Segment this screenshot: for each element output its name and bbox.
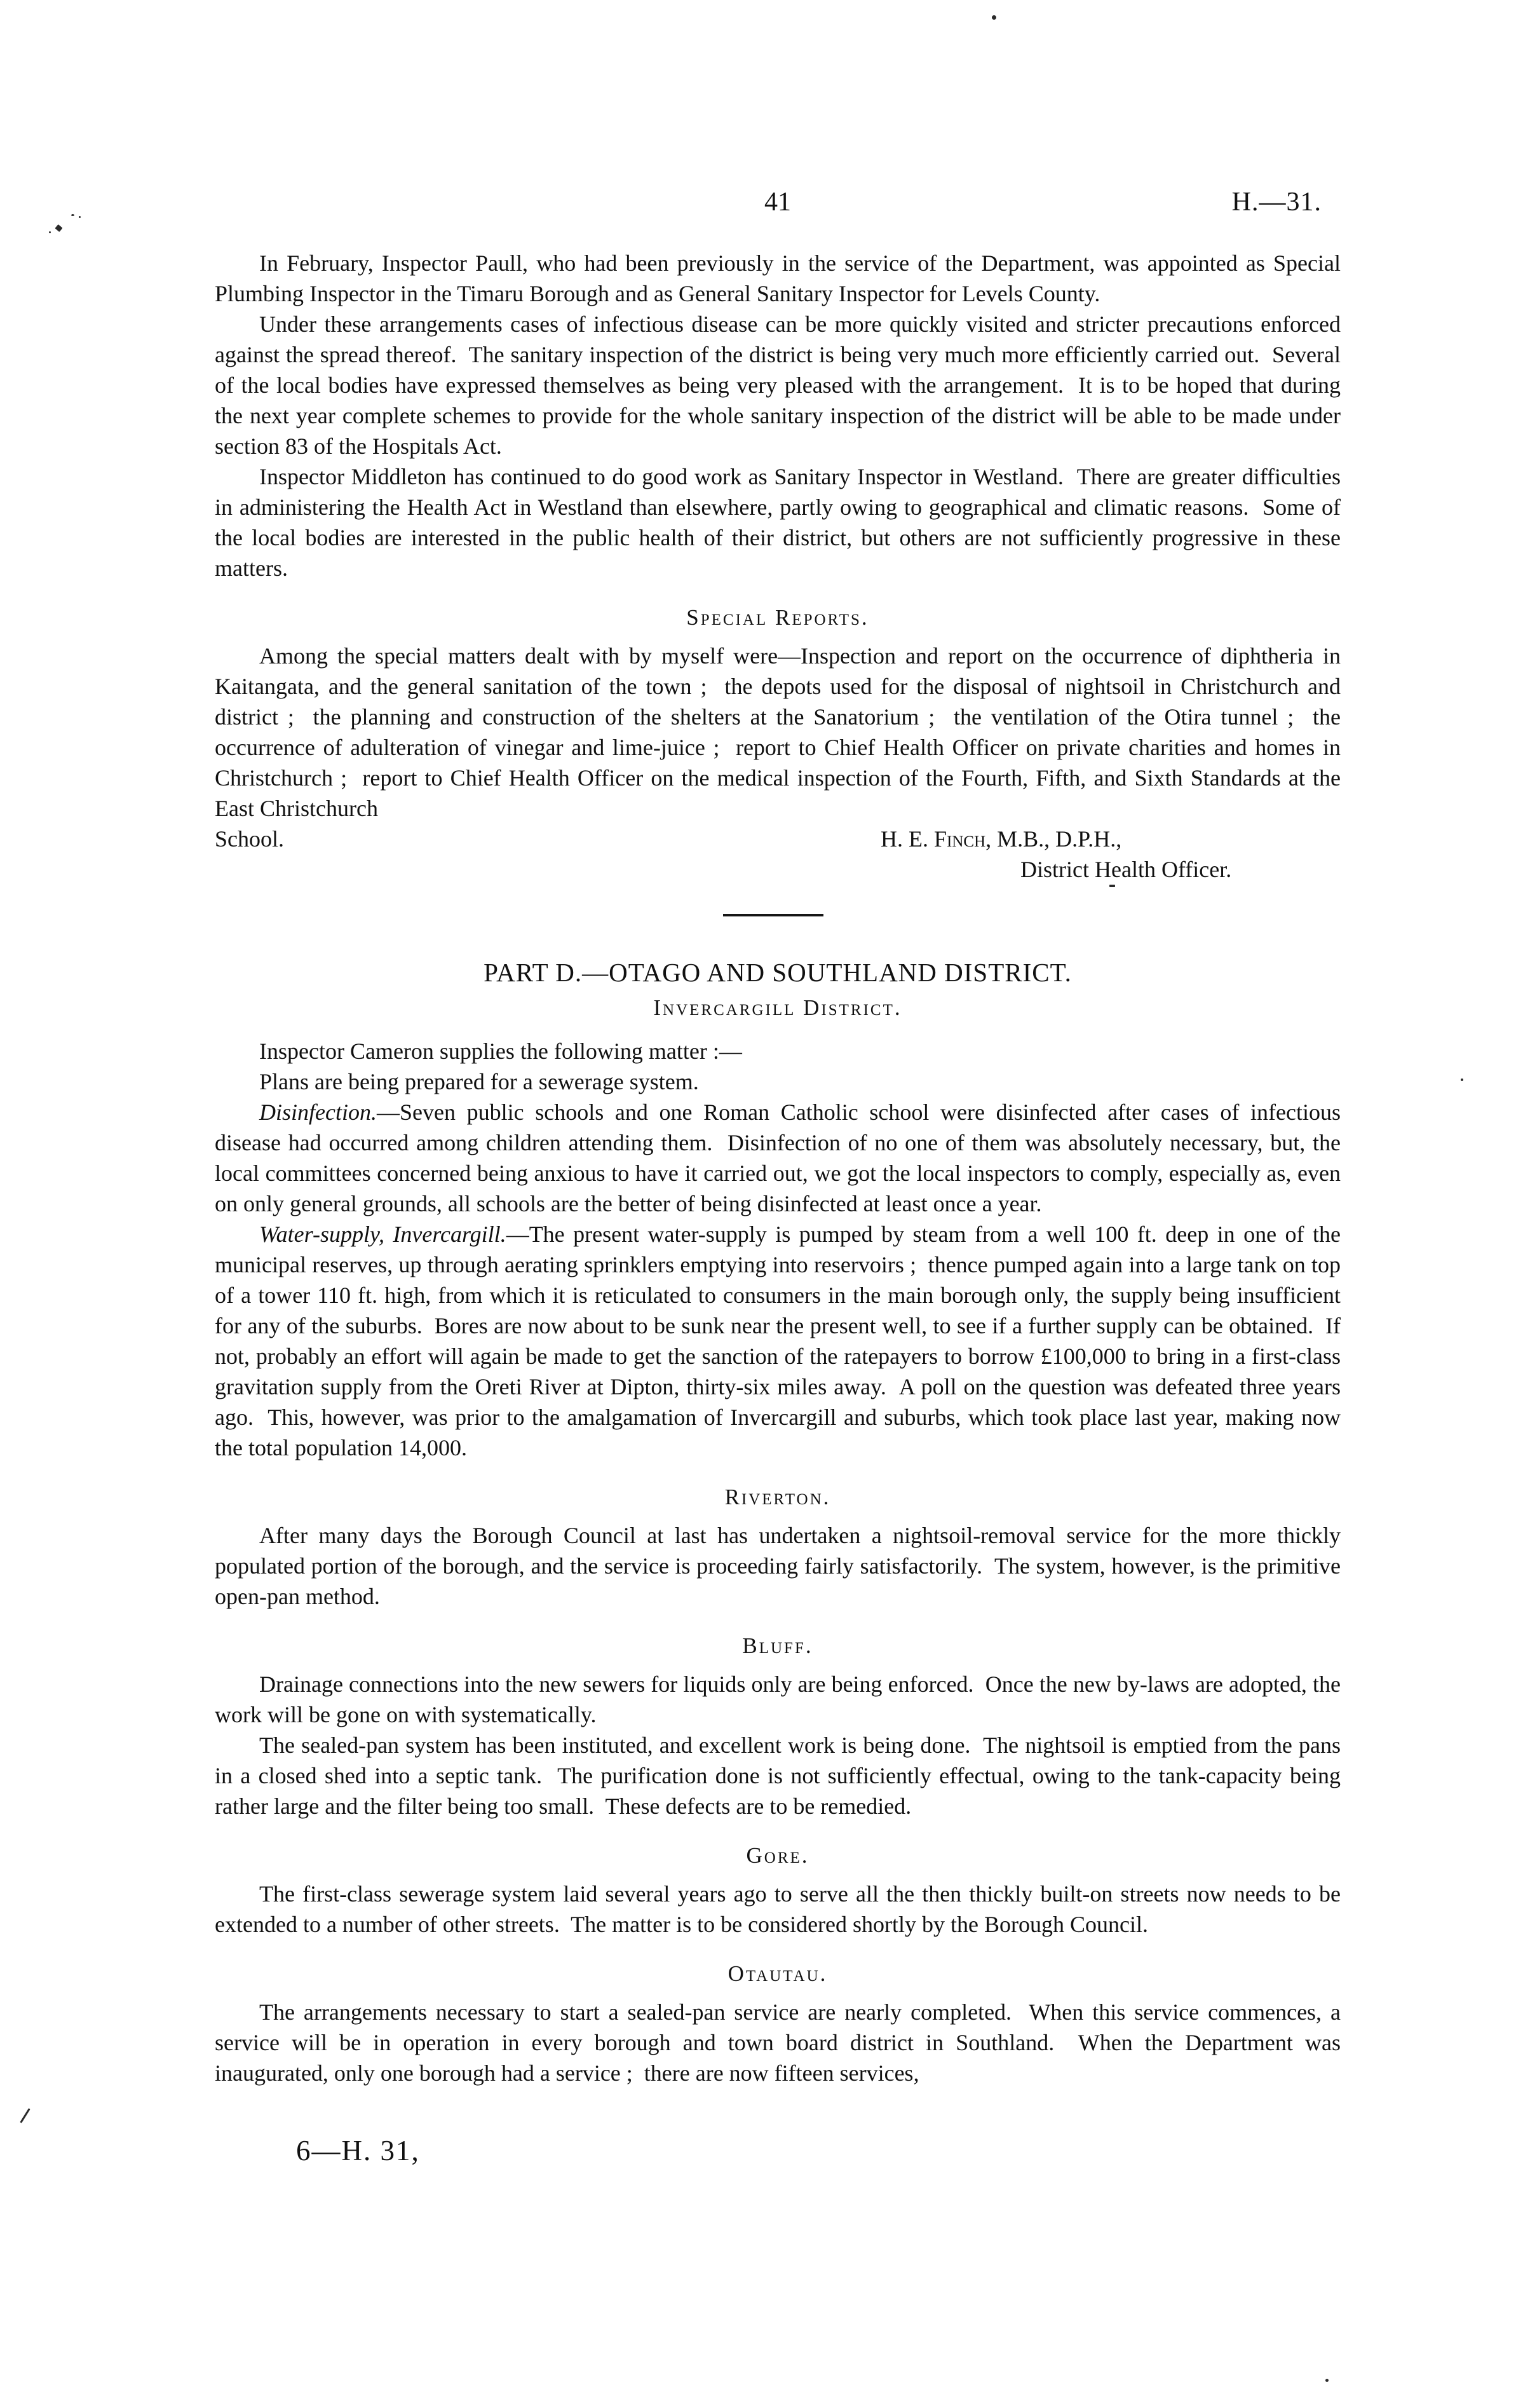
paragraph-water-supply: [215, 1219, 1346, 1463]
scan-artifact: [71, 214, 74, 216]
disinfection-text: —Seven public schools and one Roman Catholic school were disinfected after cases of infectious disease had occurred among children attending them. Disinfection of no one of them was absolutely necessary, but, the local committees concerned being anxious to have it carried out, we got the local inspectors to comply, especially as, even on only general grounds, all schools are the better of being disinfected at least once a year.: [215, 1099, 1346, 1216]
page-header: [215, 187, 1341, 226]
scan-artifact: [49, 231, 51, 233]
paragraph-bluff-sealed-pan: The sealed-pan system has been instituted, and excellent work is being done. The nightsoil is emptied from the pans in a closed shed into a septic tank. The purification done is not sufficiently effectual, owing to the tank-capacity being rather large and the filter being too small. These defects are to be remedied.: [215, 1732, 1346, 1819]
paragraph-inspector-paull: In February, Inspector Paull, who had been previously in the service of the Department, was appointed as Special Plumbing Inspector in the Timaru Borough and as General Sanitary Inspector for Levels County.: [215, 250, 1346, 306]
paragraph-cameron-intro: Inspector Cameron supplies the following matter :—: [259, 1038, 742, 1064]
heading-invercargill-district: Invercargill District.: [653, 995, 902, 1020]
signature-name-initials: H. E.: [881, 826, 934, 852]
scan-artifact: [20, 2108, 30, 2123]
paragraph-inspector-middleton: Inspector Middleton has continued to do good work as Sanitary Inspector in Westland. There are greater difficulties in administering the Health Act in Westland than elsewhere, partly owing to geographical and climatic reasons. Some of the local bodies are interested in the public health of their district, but others are not sufficiently progressive in these matters.: [215, 464, 1346, 581]
scan-artifact: [55, 224, 62, 232]
paragraph-riverton: After many days the Borough Council at last has undertaken a nightsoil-removal service for the more thickly populated portion of the borough, and the service is proceeding fairly satisfactorily. The system, however, is the primitive open-pan method.: [215, 1523, 1346, 1609]
scan-artifact: [992, 15, 996, 20]
signature-name: [881, 824, 1121, 854]
paragraph-bluff-drainage: Drainage connections into the new sewers for liquids only are being enforced. Once the new by-laws are adopted, the work will be gone on with systematically.: [215, 1671, 1346, 1727]
page-number: 41: [764, 187, 791, 217]
water-supply-text: —The present water-supply is pumped by steam from a well 100 ft. deep in one of the municipal reserves, up through aerating sprinklers emptying into reservoirs ; thence pumped again into a large tank on top of a tower 110 ft. high, from which it is reticulated to consumers in the main borough only, the supply being insufficient for any of the suburbs. Bores are now about to be sunk near the present well, to see if a further supply can be obtained. If not, probably an effort will again be made to get the sanction of the ratepayers to borrow £100,000 to bring in a first-class gravitation supply from the Oreti River at Dipton, thirty-six miles away. A poll on the question was defeated three years ago. This, however, was prior to the amalgamation of Invercargill and suburbs, which took place last year, making now the total population 14,000.: [215, 1221, 1346, 1460]
document-page-column: [215, 0, 1346, 2088]
section-divider-rule: [723, 914, 823, 916]
heading-otautau: Otautau.: [728, 1961, 828, 1986]
paragraph-end-school: School.: [215, 826, 285, 852]
paragraph-special-reports: Among the special matters dealt with by myself were—Inspection and report on the occurrence of diphtheria in Kaitangata, and the general sanitation of the town ; the depots used for the disposal of nightsoil in Christchurch and district ; the planning and construction of the shelters at the Sanatorium ; the ventilation of the Otira tunnel ; the occurrence of adulteration of vinegar and lime-juice ; report to Chief Health Officer on private charities and homes in Christchurch ; report to Chief Health Officer on the medical inspection of the Fourth, Fifth, and Sixth Standards at the East Christchurch: [215, 643, 1346, 821]
paragraph-sewerage-plans: Plans are being prepared for a sewerage system.: [259, 1069, 699, 1094]
heading-part-d: PART D.—OTAGO AND SOUTHLAND DISTRICT.: [484, 958, 1072, 987]
heading-gore: Gore.: [746, 1843, 809, 1868]
scan-artifact: [1461, 1078, 1463, 1081]
paragraph-otautau: The arrangements necessary to start a sealed-pan service are nearly completed. When this service commences, a service will be in operation in every borough and town board district in Southland. When the Department was inaugurated, only one borough had a service ; there are now fifteen services,: [215, 1999, 1346, 2086]
disinfection-lead-italic: Disinfection.: [259, 1099, 377, 1125]
heading-special-reports: Special Reports.: [686, 605, 869, 630]
scan-artifact: [1325, 2379, 1329, 2382]
water-supply-lead-italic: Water-supply, Invercargill.: [259, 1221, 506, 1247]
paragraph-disinfection: [215, 1097, 1346, 1219]
heading-bluff: Bluff.: [742, 1633, 813, 1658]
heading-riverton: Riverton.: [724, 1485, 831, 1509]
signature-row: [215, 824, 1341, 854]
signature-title: District Health Officer.: [1020, 857, 1232, 882]
paragraph-gore: The first-class sewerage system laid several years ago to serve all the then thickly built-on streets now needs to be extended to a number of other streets. The matter is to be considered shortly by the Borough Council.: [215, 1881, 1346, 1937]
footer-signature-mark: 6—H. 31,: [296, 2135, 420, 2167]
document-reference: H.—31.: [1231, 187, 1322, 217]
signature-surname: Finch: [934, 826, 986, 852]
scan-artifact: [1109, 885, 1115, 887]
scan-artifact: [79, 216, 81, 218]
signature-credentials: , M.B., D.P.H.,: [985, 826, 1122, 852]
paragraph-arrangements: Under these arrangements cases of infectious disease can be more quickly visited and stricter precautions enforced against the spread thereof. The sanitary inspection of the district is being very much more efficiently carried out. Several of the local bodies have expressed themselves as being very pleased with the arrangement. It is to be hoped that during the next year complete schemes to provide for the whole sanitary inspection of the district will be able to be made under section 83 of the Hospitals Act.: [215, 311, 1346, 459]
